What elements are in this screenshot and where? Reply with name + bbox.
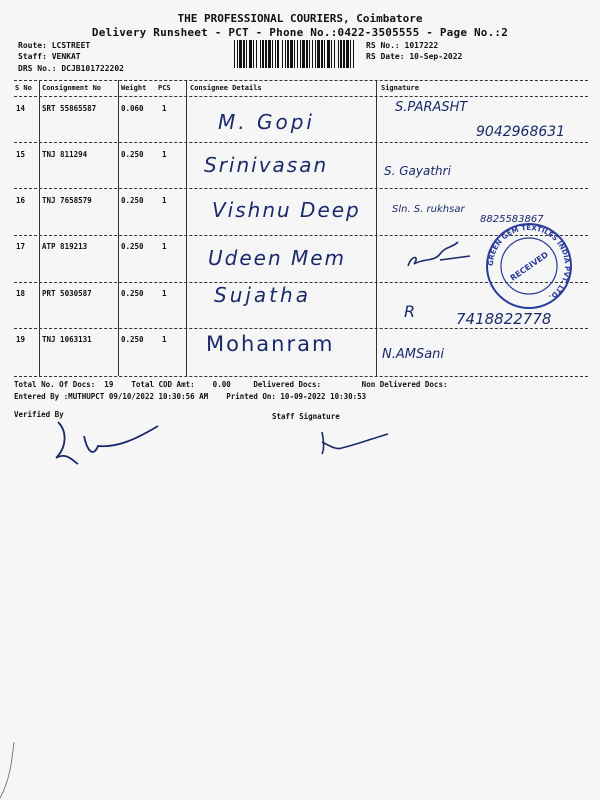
handwritten-phone: 7418822778 xyxy=(456,310,552,328)
handwritten-signature: N.AMSani xyxy=(382,347,445,362)
rs-date: RS Date: 10-Sep-2022 xyxy=(366,52,463,61)
entered-by-line: Entered By :MUTHUPCT 09/10/2022 10:30:56 AM Printed On: 10-09-2022 10:30:53 xyxy=(14,392,367,401)
column-divider xyxy=(376,80,377,376)
row-sno: 17 xyxy=(16,242,26,251)
handwritten-consignee: Udeen Mem xyxy=(208,246,347,270)
row-sno: 14 xyxy=(16,104,26,113)
row-pcs: 1 xyxy=(162,104,167,113)
rs-number: RS No.: 1017222 xyxy=(366,41,439,50)
handwritten-phone: 8825583867 xyxy=(480,214,544,225)
row-sno: 16 xyxy=(16,196,26,205)
header-consignment: Consignment No xyxy=(42,84,102,92)
handwritten-consignee: M. Gopi xyxy=(218,110,315,134)
row-pcs: 1 xyxy=(162,289,167,298)
handwritten-consignee: Srinivasan xyxy=(204,153,329,177)
column-divider xyxy=(118,80,119,376)
handwritten-consignee: Sujatha xyxy=(214,283,311,307)
totals-line: Total No. Of Docs: 19 Total COD Amt: 0.00 Delivered Docs: Non Delivered Docs: xyxy=(14,380,448,389)
company-title: THE PROFESSIONAL COURIERS, Coimbatore xyxy=(177,12,423,25)
row-divider xyxy=(14,328,588,329)
row-weight: 0.250 xyxy=(121,289,144,298)
verified-by-label: Verified By xyxy=(14,410,64,419)
header-sno: S No xyxy=(15,84,32,92)
row-divider xyxy=(14,188,588,189)
header-signature: Signature xyxy=(381,84,419,92)
header-consignee: Consignee Details xyxy=(190,84,262,92)
svg-text:GREEN GEM TEXTILES INDIA PVT.: GREEN GEM TEXTILES INDIA PVT. LTD. xyxy=(486,223,572,302)
handwritten-signature: Sln. S. rukhsar xyxy=(392,204,465,215)
handwritten-signature: R xyxy=(404,302,416,321)
route-label: Route: LCSTREET xyxy=(18,41,91,50)
row-consignment: SRT 55865587 xyxy=(42,104,97,113)
row-weight: 0.250 xyxy=(121,242,144,251)
row-weight: 0.250 xyxy=(121,196,144,205)
handwritten-phone: 9042968631 xyxy=(476,124,566,140)
row-consignment: TNJ 7658579 xyxy=(42,196,92,205)
table-bottom-rule xyxy=(14,376,588,377)
row-consignment: TNJ 811294 xyxy=(42,150,88,159)
row-sno: 15 xyxy=(16,150,26,159)
handwritten-signature: S. Gayathri xyxy=(384,164,451,178)
row-sno: 18 xyxy=(16,289,26,298)
handwritten-signature-scrawl xyxy=(400,234,480,274)
staff-signature-label: Staff Signature xyxy=(272,412,340,421)
row-consignment: TNJ 1063131 xyxy=(42,335,92,344)
row-pcs: 1 xyxy=(162,335,167,344)
handwritten-consignee: Mohanram xyxy=(206,332,335,356)
verifier-signature xyxy=(48,418,168,468)
row-weight: 0.250 xyxy=(121,150,144,159)
header-pcs: PCS xyxy=(158,84,171,92)
handwritten-consignee: Vishnu Deep xyxy=(212,198,361,222)
header-weight: Weight xyxy=(121,84,147,92)
staff-label: Staff: VENKAT xyxy=(18,52,81,61)
column-divider xyxy=(186,80,187,376)
table-header-rule xyxy=(14,96,588,97)
row-pcs: 1 xyxy=(162,150,167,159)
barcode xyxy=(233,40,357,68)
svg-text:RECEIVED: RECEIVED xyxy=(508,250,550,283)
staff-signature xyxy=(318,428,398,458)
company-stamp xyxy=(483,220,575,312)
runsheet-subtitle: Delivery Runsheet - PCT - Phone No.:0422-3505555 - Page No.:2 xyxy=(91,26,509,39)
paper-fold-mark xyxy=(0,740,40,800)
row-weight: 0.250 xyxy=(121,335,144,344)
drs-number: DRS No.: DCJB101722202 xyxy=(18,64,124,73)
row-pcs: 1 xyxy=(162,242,167,251)
row-divider xyxy=(14,142,588,143)
column-divider xyxy=(39,80,40,376)
row-weight: 0.060 xyxy=(121,104,144,113)
row-consignment: ATP 819213 xyxy=(42,242,88,251)
table-top-rule xyxy=(14,80,588,81)
row-pcs: 1 xyxy=(162,196,167,205)
row-sno: 19 xyxy=(16,335,26,344)
row-consignment: PRT 5030587 xyxy=(42,289,92,298)
handwritten-signature: S.PARASHT xyxy=(395,100,468,115)
